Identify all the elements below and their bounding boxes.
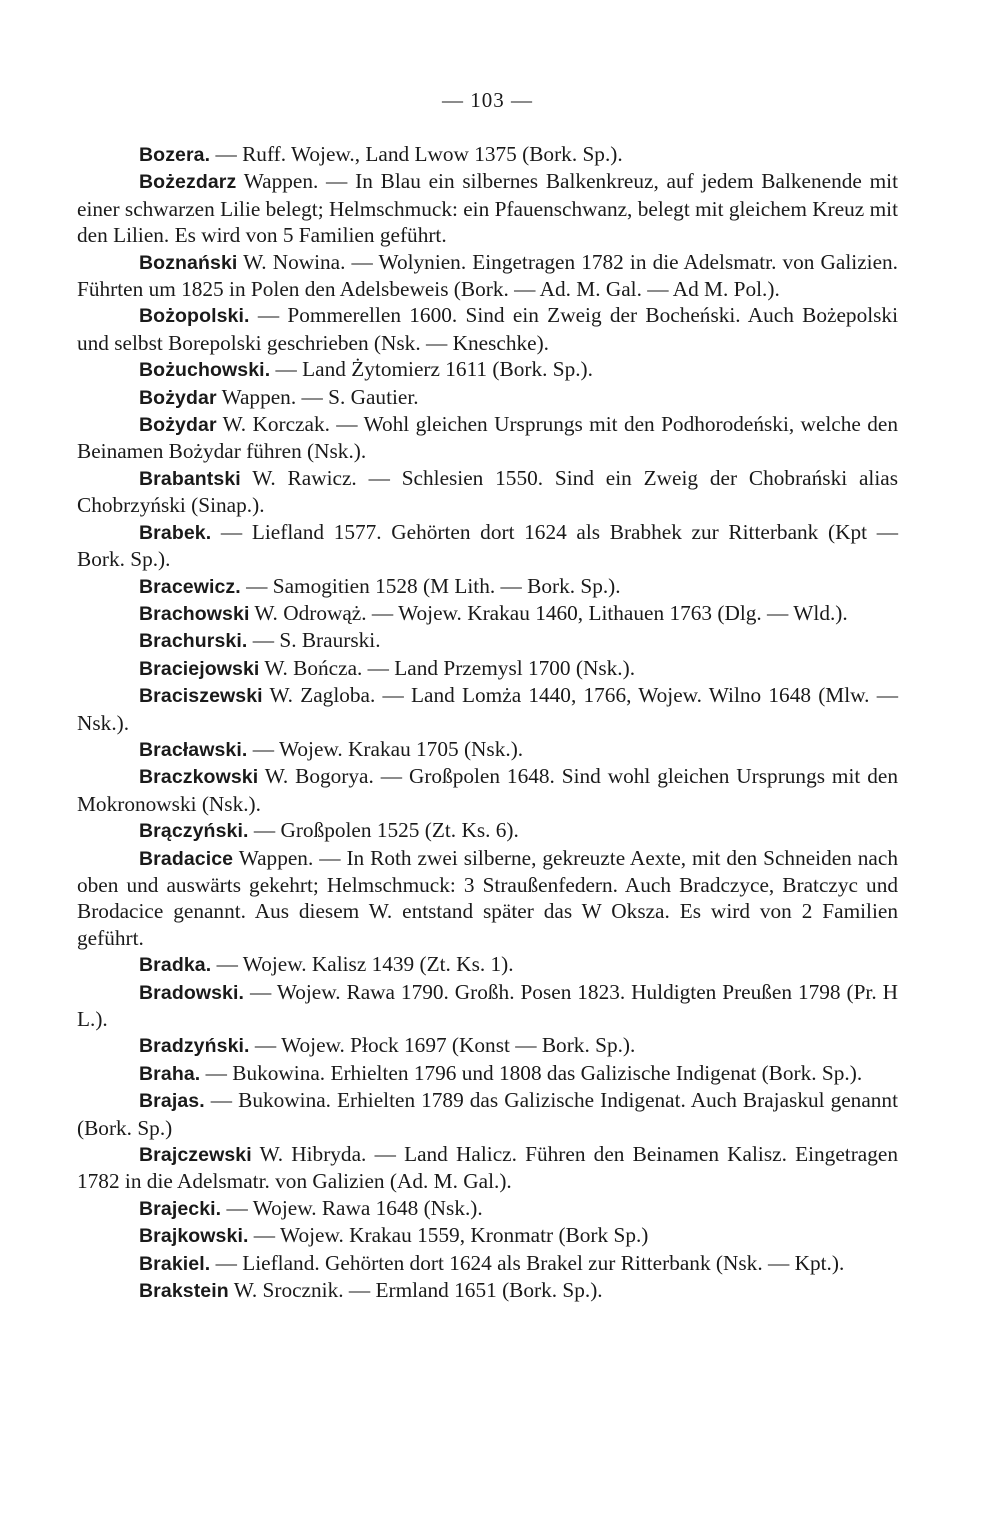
- entry-heading: Braczkowski: [139, 766, 259, 789]
- entry-text: — Wojew. Rawa 1648 (Nsk.).: [221, 1195, 483, 1220]
- entry-text: W. Hibryda. — Land Halicz. Führen den Beinamen Kalisz. Eingetragen 1782 in die Adelsmatr. von Galizien (Ad. M. Gal.).: [77, 1142, 898, 1194]
- entry: [77, 465, 898, 519]
- entry-heading: Bradzyński.: [139, 1035, 250, 1058]
- entry-text: W. Rawicz. — Schlesien 1550. Sind ein Zweig der Chobrański alias Chobrzyński (Sinap.).: [77, 465, 898, 518]
- entry-text: — Wojew. Krakau 1559, Kronmatr (Bork Sp.): [248, 1223, 649, 1248]
- entry: [77, 1141, 898, 1195]
- entry-heading: Bożopolski.: [139, 305, 250, 328]
- entry-heading: Brączyński.: [139, 820, 249, 843]
- entry-text: W. Bogorya. — Großpolen 1648. Sind wohl gleichen Ursprungs mit den Mokronowski (Nsk.).: [77, 764, 898, 816]
- entry: [77, 682, 898, 736]
- entry: [77, 249, 898, 303]
- entry-heading: Brachowski: [139, 602, 250, 625]
- entry-text: W. Korczak. — Wohl gleichen Ursprungs mit den Podhorodeński, welche den Beinamen Bożydar führen (Nsk.).: [77, 412, 898, 464]
- entry-text: — Bukowina. Erhielten 1796 und 1808 das Galizische Indigenat (Bork. Sp.).: [200, 1060, 863, 1085]
- entry: [77, 1032, 898, 1059]
- entry: [77, 1222, 898, 1249]
- entry-text: — Wojew. Krakau 1705 (Nsk.).: [247, 736, 524, 761]
- entry-text: — Liefland 1577. Gehörten dort 1624 als Brabhek zur Ritterbank (Kpt — Bork. Sp.).: [77, 519, 898, 572]
- entry: [77, 1250, 898, 1277]
- entry-text: — Wojew. Rawa 1790. Großh. Posen 1823. Huldigten Preußen 1798 (Pr. H L.).: [77, 979, 898, 1031]
- entry-heading: Bracławski.: [139, 738, 248, 761]
- entry-heading: Braha.: [139, 1062, 201, 1085]
- entry: [77, 1277, 898, 1304]
- entry-list: [77, 141, 898, 1304]
- entry: [77, 845, 898, 952]
- entry: [77, 1195, 898, 1222]
- entry: [77, 1060, 898, 1087]
- entry-heading: Bożuchowski.: [139, 359, 271, 382]
- entry-text: — Land Żytomierz 1611 (Bork. Sp.).: [270, 357, 593, 382]
- entry-text: Wappen. — In Roth zwei silberne, gekreuzte Aexte, mit den Schneiden nach oben und auswärts gekehrt; Helmschmuck: 3 Straußenfedern. Auch Bradczyce, Bratczyc und Brodacice genannt. Aus diesem W. entstand später das W Oksza. Es wird von 2 Familien geführt.: [77, 845, 898, 950]
- entry-heading: Brajkowski.: [139, 1225, 249, 1248]
- entry-heading: Boznański: [139, 251, 238, 274]
- entry-text: Wappen. — In Blau ein silbernes Balkenkreuz, auf jedem Balkenende mit einer schwarzen Lilie belegt; Helmschmuck: ein Pfauenschwanz, belegt mit gleichem Kreuz mit den Lilien. Es wird von 5 Familien geführt.: [77, 169, 898, 248]
- entry-heading: Brachurski.: [139, 630, 248, 653]
- entry-heading: Brakiel.: [139, 1252, 211, 1275]
- entry: [77, 1087, 898, 1141]
- entry: [77, 627, 898, 654]
- entry-heading: Bradka.: [139, 954, 212, 977]
- entry-heading: Brakstein: [139, 1280, 229, 1303]
- entry: [77, 655, 898, 682]
- entry-text: — Ruff. Wojew., Land Lwow 1375 (Bork. Sp.).: [210, 142, 623, 166]
- entry: [77, 817, 898, 844]
- entry-heading: Bracewicz.: [139, 575, 241, 598]
- entry-text: W. Bończa. — Land Przemysl 1700 (Nsk.).: [259, 655, 636, 680]
- entry-text: W. Nowina. — Wolynien. Eingetragen 1782 in die Adelsmatr. von Galizien. Führten um 1825 in Polen den Adelsbeweis (Bork. — Ad. M. Gal. — Ad M. Pol.).: [77, 249, 898, 302]
- entry-text: — Großpolen 1525 (Zt. Ks. 6).: [248, 818, 519, 843]
- entry-text: — Wojew. Płock 1697 (Konst — Bork. Sp.).: [249, 1033, 636, 1058]
- entry: [77, 736, 898, 763]
- entry: [77, 411, 898, 465]
- entry-heading: Braciejowski: [139, 657, 260, 680]
- entry-heading: Brajecki.: [139, 1197, 222, 1220]
- entry-text: — Pommerellen 1600. Sind ein Zweig der Bocheński. Auch Bożepolski und selbst Borepolski geschrieben (Nsk. — Kneschke).: [77, 303, 898, 355]
- entry: [77, 573, 898, 600]
- entry-heading: Brabek.: [139, 521, 212, 544]
- entry-text: — Bukowina. Erhielten 1789 das Galizische Indigenat. Auch Brajaskul genannt (Bork. Sp.): [77, 1088, 898, 1140]
- entry-heading: Bradacice: [139, 847, 234, 870]
- entry-heading: Brajas.: [139, 1090, 205, 1113]
- entry: [77, 356, 898, 383]
- entry: [77, 384, 898, 411]
- entry-text: Wappen. — S. Gautier.: [216, 384, 419, 409]
- entry-text: — S. Braurski.: [247, 628, 381, 653]
- entry-heading: Brabantski: [139, 467, 241, 490]
- entry: [77, 519, 898, 573]
- entry: [77, 168, 898, 248]
- entry-text: W. Odrowąż. — Wojew. Krakau 1460, Lithauen 1763 (Dlg. — Wld.).: [249, 600, 848, 625]
- entry-heading: Brajczewski: [139, 1144, 252, 1167]
- entry: [77, 141, 898, 168]
- entry: [77, 763, 898, 817]
- entry-text: — Liefland. Gehörten dort 1624 als Brakel zur Ritterbank (Nsk. — Kpt.).: [210, 1250, 845, 1275]
- entry: [77, 979, 898, 1033]
- entry-text: — Samogitien 1528 (M Lith. — Bork. Sp.).: [240, 573, 621, 598]
- entry-heading: Braciszewski: [139, 685, 263, 708]
- entry: [77, 951, 898, 978]
- entry-text: W. Zagloba. — Land Lomża 1440, 1766, Wojew. Wilno 1648 (Mlw. — Nsk.).: [77, 683, 898, 735]
- entry-heading: Bożezdarz: [139, 171, 237, 194]
- entry-heading: Bradowski.: [139, 981, 245, 1004]
- entry-text: W. Srocznik. — Ermland 1651 (Bork. Sp.).: [228, 1278, 603, 1303]
- entry: [77, 600, 898, 627]
- entry-heading: Bożydar: [139, 414, 217, 437]
- page-number: — 103 —: [442, 88, 533, 112]
- entry-text: — Wojew. Kalisz 1439 (Zt. Ks. 1).: [211, 952, 514, 977]
- entry-heading: Bozera.: [139, 144, 211, 166]
- entry: [77, 302, 898, 356]
- entry-heading: Bożydar: [139, 386, 217, 409]
